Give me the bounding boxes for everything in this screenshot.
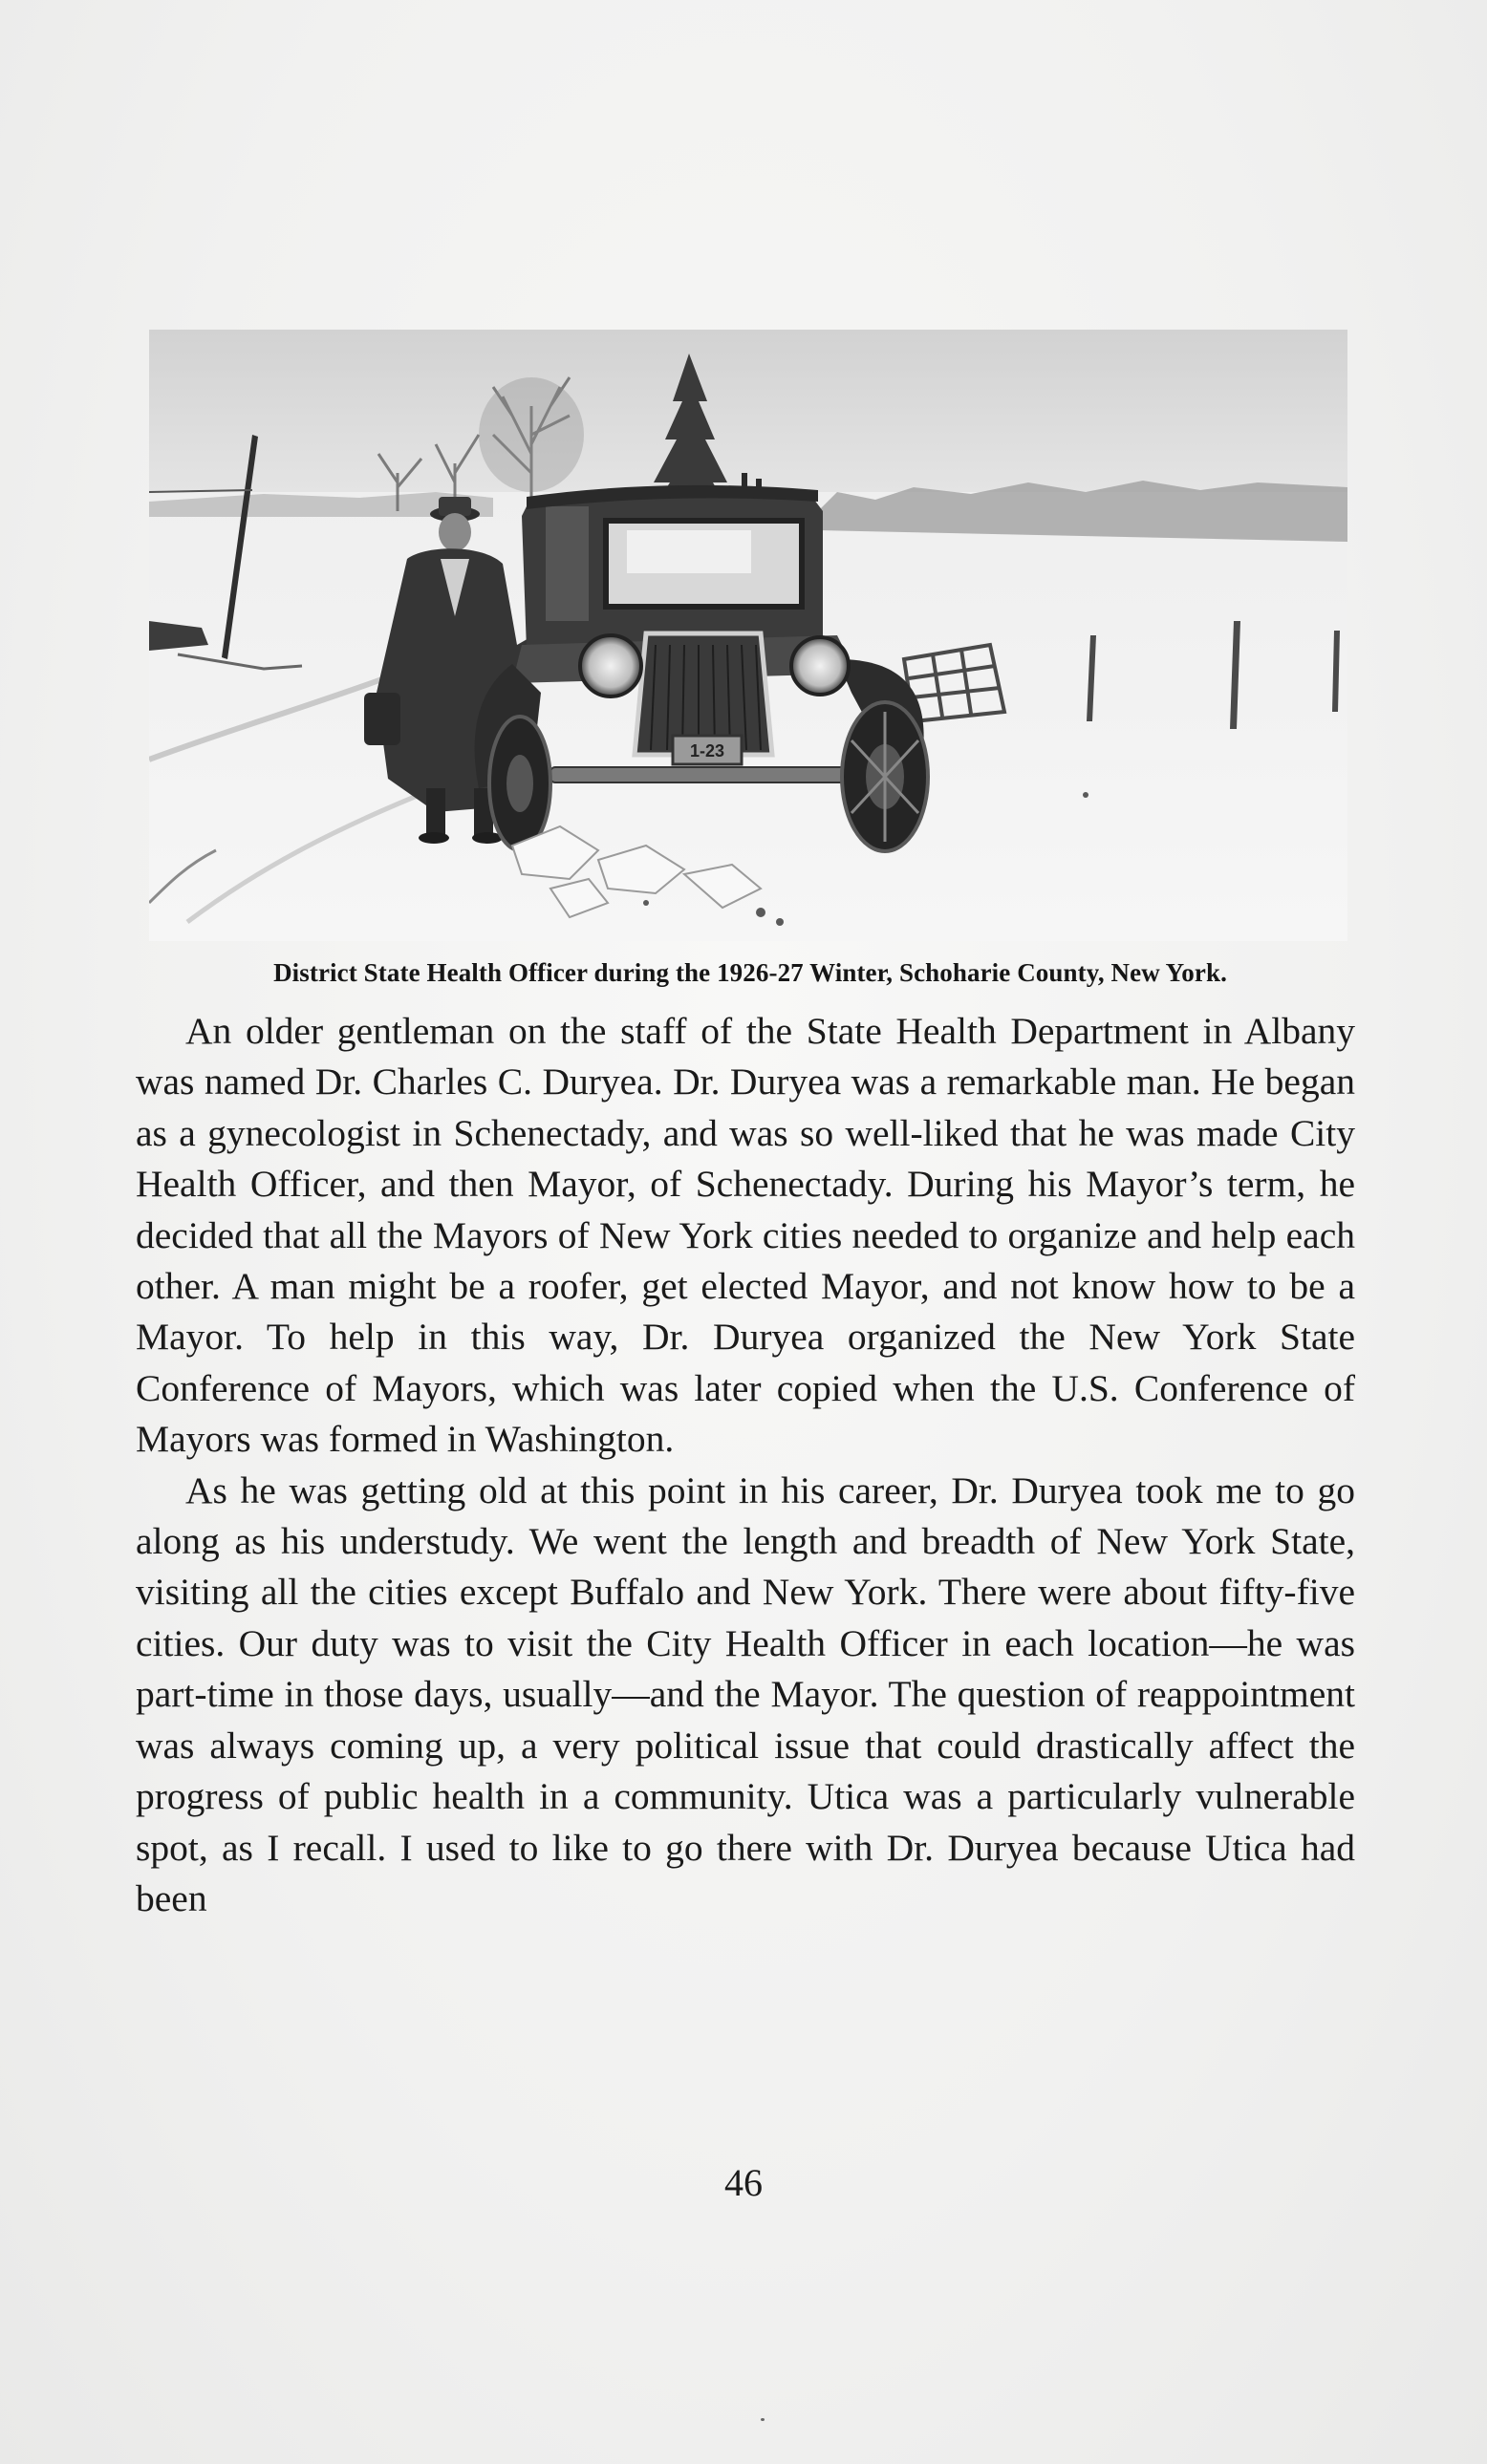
right-headlamp — [791, 637, 849, 695]
photo-illustration — [149, 330, 1347, 941]
license-plate-text: 1-23 — [689, 741, 725, 761]
photo-caption: District State Health Officer during the 1926-27 Winter, Schoharie County, New York. — [273, 958, 1227, 987]
paragraph: An older gentleman on the staff of the State Health Department in Albany was named Dr. Charles C. Duryea. Dr. Duryea was a remarkable man. He began as a gynecologist in Schenectady, and was so well-liked that he was made City Health Officer, and then Mayor, of Schenectady. During his Mayor’s term, he decided that all the Mayors of New York cities needed to organize and help each other. A man might be a roofer, get elected Mayor, and not know how to be a Mayor. To help in this way, Dr. Duryea organized the New York State Conference of Mayors, which was later copied when the U.S. Conference of Mayors was formed in Washington. — [136, 1010, 1355, 1461]
paper-speck — [761, 2418, 765, 2421]
sky — [149, 330, 1347, 511]
left-headlamp — [580, 635, 641, 696]
body-text — [136, 1006, 1355, 1924]
page-number: 46 — [724, 2161, 763, 2204]
paragraph: As he was getting old at this point in his career, Dr. Duryea took me to go along as his understudy. We went the length and breadth of New York State, visiting all the cities except Buffalo and New York. There were about fifty-five cities. Our duty was to visit the City Health Officer in each location—he was part-time in those days, usually—and the Mayor. The question of reappointment was always coming up, a very political issue that could drastically affect the progress of public health in a community. Utica was a particularly vulnerable spot, as I recall. I used to like to go there with Dr. Duryea because Utica had been — [136, 1468, 1355, 1919]
historical-photo — [149, 330, 1347, 941]
